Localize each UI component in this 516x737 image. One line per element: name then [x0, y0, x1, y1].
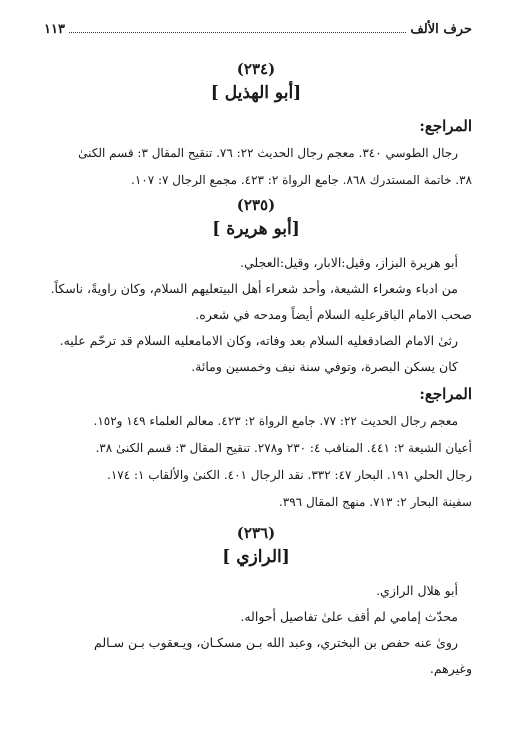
- header-dot-leader: [69, 32, 406, 33]
- entry-235: [40, 194, 472, 516]
- page-content: [40, 58, 472, 682]
- body-line: أبو هلال الرازي.: [376, 583, 458, 598]
- body-line: كان يسكن البصرة، وتوفي سنة نيف وخمسين ومائة.: [191, 359, 458, 374]
- reference-line: رجال الطوسي ٣٤٠. معجم رجال الحديث ٢٢: ٧٦. تنقيح المقال ٣: قسم الكنىٰ: [78, 146, 458, 160]
- entry-number: (٢٣٦): [236, 524, 276, 542]
- body-line: أبو هريرة البزاز، وقيل:الابار، وقيل:العجلي.: [239, 255, 458, 270]
- body-line: من ادباء وشعراء الشيعة، وأحد شعراء أهل البيتعليهم السلام، وكان راويةً، ناسكاً.: [50, 281, 458, 296]
- entry-name: [أبو الهذيل ]: [210, 83, 302, 103]
- references-heading: المراجع:: [419, 117, 472, 135]
- entry-name: [الرازي ]: [222, 547, 290, 567]
- page-number: ١١٣: [44, 22, 65, 37]
- entry-number: (٢٣٥): [236, 196, 276, 214]
- body-line: وغيرهم.: [429, 661, 472, 676]
- entry-234: [40, 58, 472, 194]
- header-title: حرف الألف: [410, 22, 472, 37]
- entry-name: [أبو هريرة ]: [212, 219, 300, 239]
- body-line: رثىٰ الامام الصادقعليه السلام بعد وفاته، وكان الامامعليه السلام قد ترحّم عليه.: [59, 333, 458, 348]
- entry-number: (٢٣٤): [236, 60, 276, 78]
- running-header: [44, 22, 472, 37]
- reference-line: معجم رجال الحديث ٢٢: ٧٧. جامع الرواة ٢: ٤٢٣. معالم العلماء ١٤٩ و١٥٢.: [93, 414, 458, 428]
- reference-line: ٣٨. خاتمة المستدرك ٨٦٨. جامع الرواة ٢: ٤٢٣. مجمع الرجال ٧: ١٠٧.: [130, 173, 472, 187]
- body-line: روىٰ عنه حفص بن البختري، وعبد الله بـن مسكـان، ويـعقوب بـن سـالم: [94, 635, 458, 650]
- body-line: محدّث إمامي لم أقف علىٰ تفاصيل أحواله.: [240, 609, 458, 624]
- references-heading: المراجع:: [419, 385, 472, 403]
- body-line: صحب الامام الباقرعليه السلام أيضاً ومدحه في شعره.: [195, 307, 472, 322]
- reference-line: سفينة البحار ٢: ٧١٣. منهج المقال ٣٩٦.: [278, 495, 472, 509]
- entry-236: [40, 522, 472, 682]
- reference-line: رجال الحلي ١٩١. البحار ٤٧: ٣٣٢. نقد الرجال ٤٠١. الكنىٰ والألقاب ١: ١٧٤.: [107, 468, 472, 482]
- reference-line: أعيان الشيعة ٢: ٤٤١. المناقب ٤: ٢٣٠ و٢٧٨. تنقيح المقال ٣: قسم الكنىٰ ٣٨.: [95, 441, 472, 455]
